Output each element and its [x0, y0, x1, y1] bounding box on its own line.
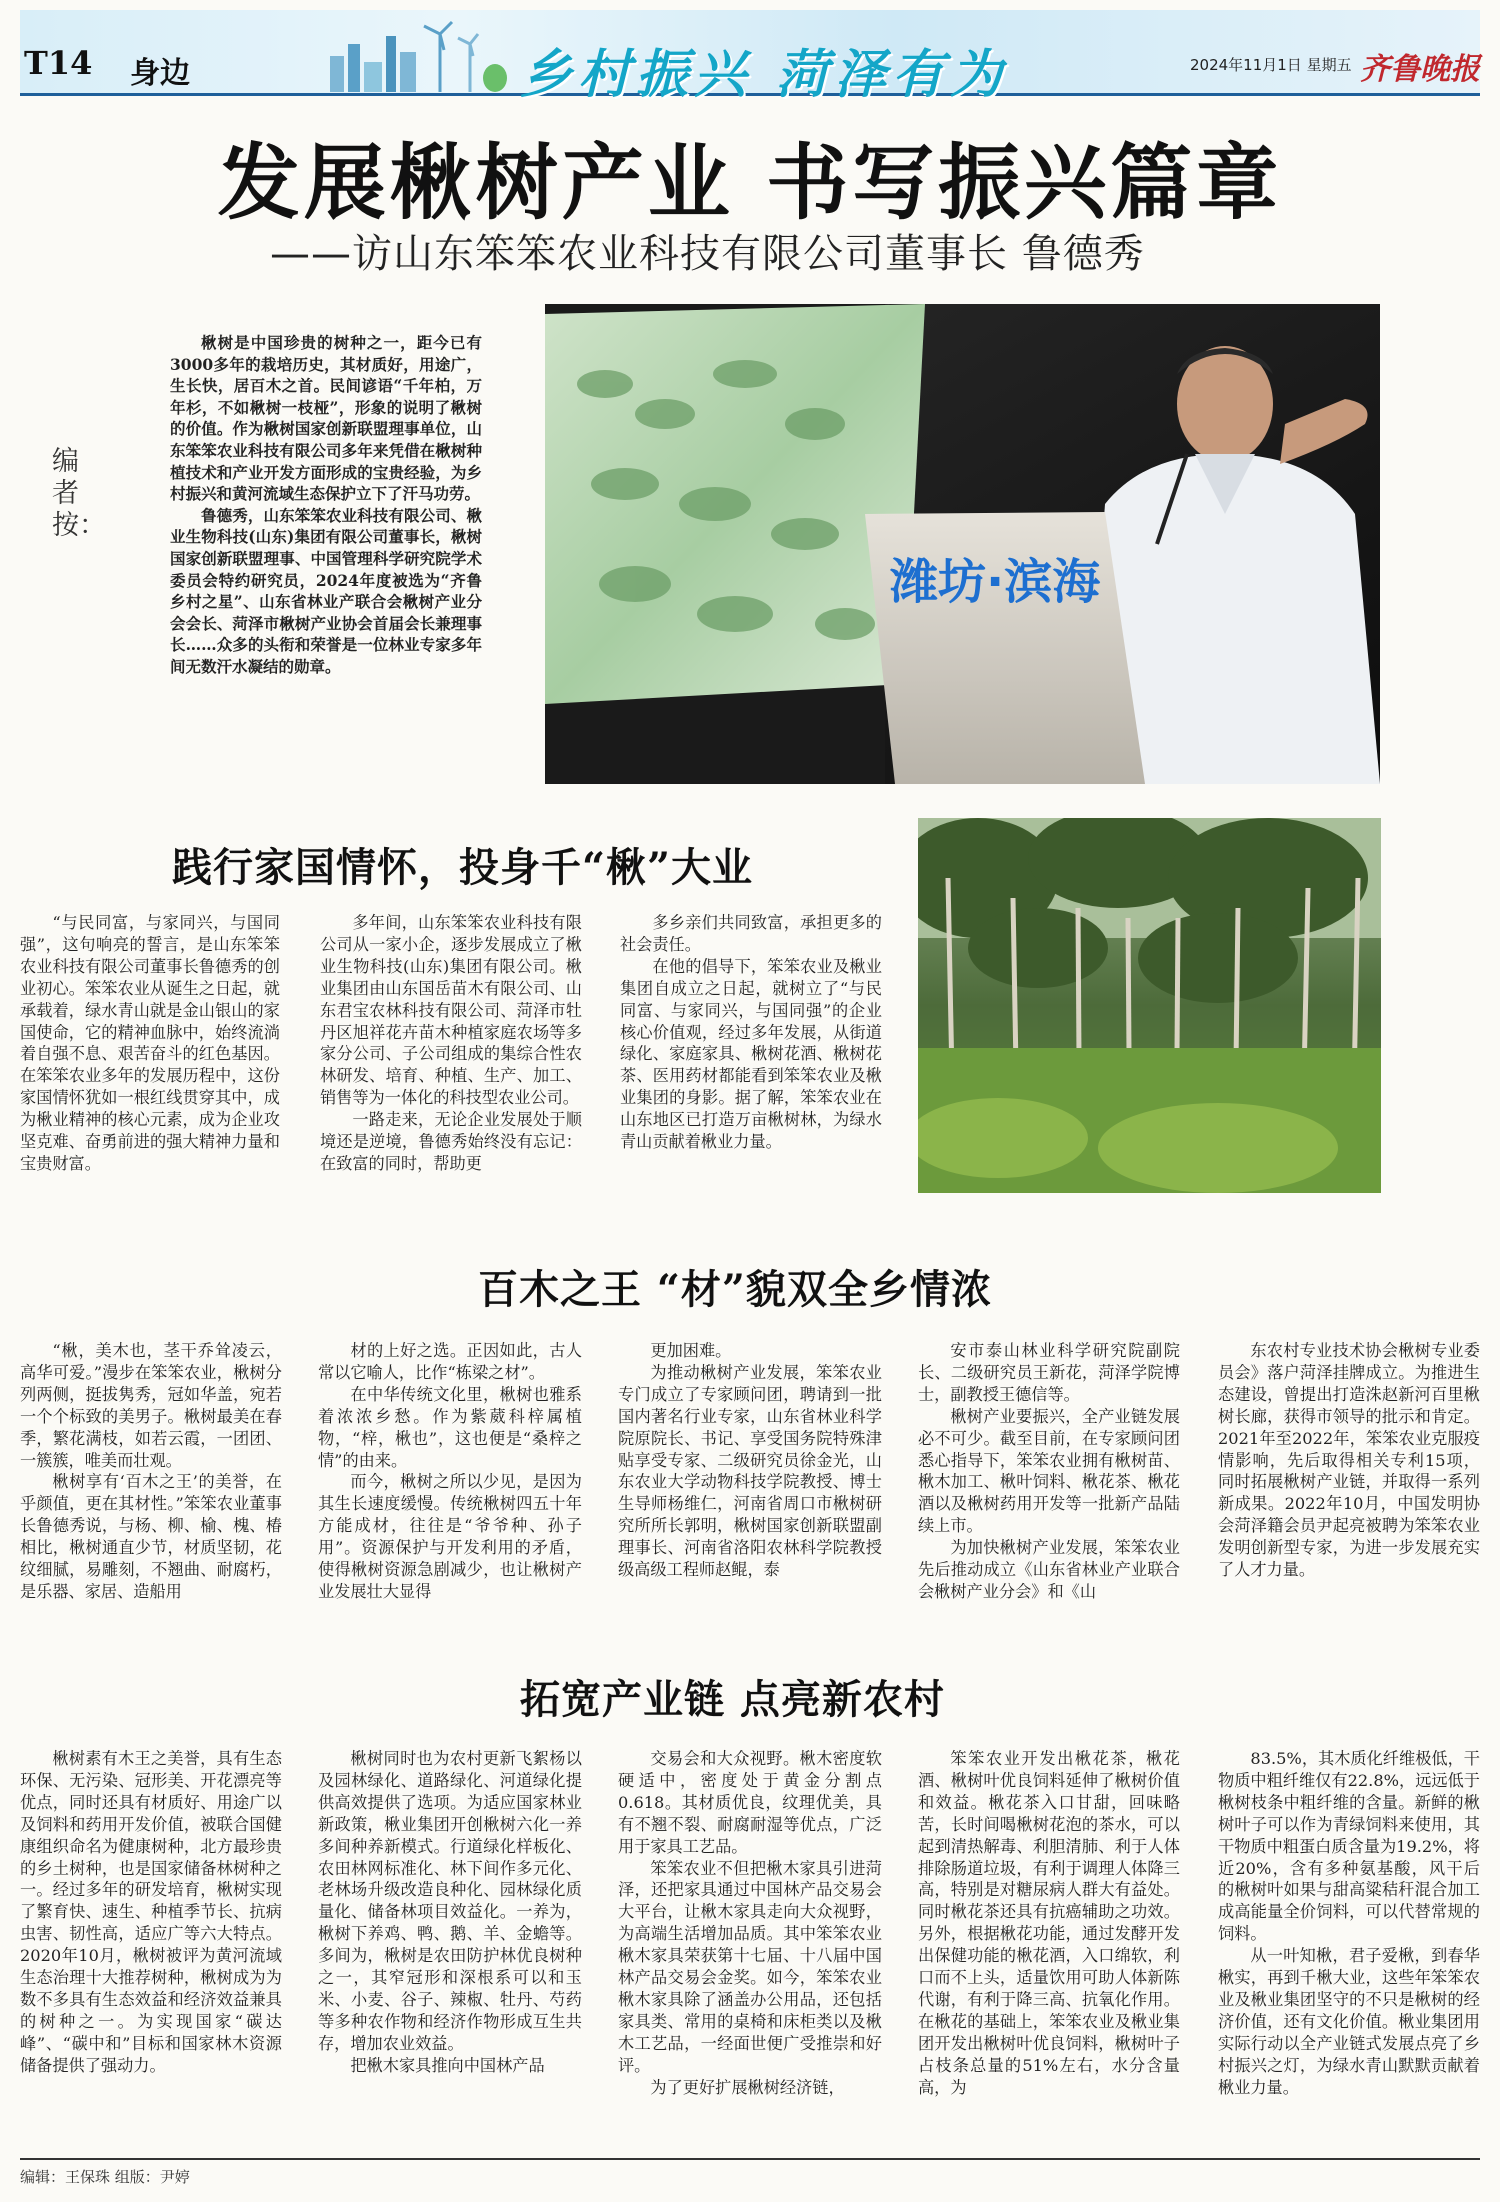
- section-banner: 乡村振兴 菏泽有为: [520, 45, 1009, 105]
- section2-col2: [318, 1340, 582, 1603]
- paragraph: 楸树产业要振兴，全产业链发展必不可少。截至目前，在专家顾问团悉心指导下，笨笨农业拥有楸树苗、楸木加工、楸叶饲料、楸花茶、楸花酒以及楸树药用开发等一批新产品陆续上市。: [918, 1406, 1180, 1536]
- section3-col3: [618, 1748, 882, 2099]
- section1-heading: 践行家国情怀，投身千“楸”大业: [172, 844, 754, 891]
- section1-col3: [620, 912, 882, 1153]
- paragraph: 楸树素有木王之美誉，具有生态环保、无污染、冠形美、开花漂亮等优点，同时还具有材质好、用途广以及饲料和药用开发价值，被联合国健康组织命名为健康树种，北方最珍贵的乡土树种，也是国家储备林树种之一。经过多年的研发培育，楸树实现了繁育快、速生、种植季节长、抗病虫害、韧性高，适应广等六大特点。2020年10月，楸树被评为黄河流域生态治理十大推荐树种，楸树成为为数不多具有生态效益和经济效益兼具的树种之一。为实现国家“碳达峰”、“碳中和”目标和国家林木资源储备提供了强动力。: [20, 1749, 282, 2075]
- footer-rule: [20, 2158, 1480, 2160]
- section3-col4: [918, 1748, 1180, 2099]
- paragraph: 笨笨农业开发出楸花茶，楸花酒、楸树叶优良饲料延伸了楸树价值和效益。楸花茶入口甘甜，回味略苦，长时间喝楸树花泡的茶水，可以起到清热解毒、利胆清肺、利于人体排除肠道垃圾，有利于调理人体降三高，特别是对糖尿病人群大有益处。同时楸花茶还具有抗癌辅助之功效。另外，根据楸花功能，通过发酵开发出保健功能的楸花酒，入口绵软，利口而不上头，适量饮用可助人体新陈代谢，有利于降三高、抗氧化作用。在楸花的基础上，笨笨农业及楸业集团开发出楸树叶优良饲料，楸树叶子占枝条总量的51%左右，水分含量高，为: [918, 1749, 1180, 2097]
- paragraph: 多乡亲们共同致富，承担更多的社会责任。: [620, 913, 882, 954]
- paragraph: 东农村专业技术协会楸树专业委员会》落户菏泽挂牌成立。为推进生态建设，曾提出打造洙赵新河百里楸树长廊，获得市领导的批示和肯定。2021年至2022年，笨笨农业克服疫情影响，先后取得相关专利15项，同时拓展楸树产业链，并取得一系列新成果。2022年10月，中国发明协会菏泽籍会员尹起亮被聘为笨笨农业发明创新型专家，为进一步发展充实了人才力量。: [1218, 1341, 1480, 1580]
- section1-col1: [20, 912, 280, 1175]
- paragraph: “楸，美木也，茎干乔耸凌云，高华可爱。”漫步在笨笨农业，楸树分列两侧，挺拔隽秀，冠如华盖，宛若一个个标致的美男子。楸树最美在春季，繁花满枝，如若云霞，一团团、一簇簇，唯美而壮观。: [20, 1341, 282, 1470]
- paragraph: 为加快楸树产业发展，笨笨农业先后推动成立《山东省林业产业联合会楸树产业分会》和《山: [918, 1538, 1180, 1601]
- city-skyline-icon: [320, 16, 510, 92]
- section3-col5: [1218, 1748, 1480, 2099]
- paragraph: 更加困难。: [650, 1341, 732, 1360]
- paper-logo: 齐鲁晚报: [1360, 52, 1480, 87]
- paragraph: 一路走来，无论企业发展处于顺境还是逆境，鲁德秀始终没有忘记：在致富的同时，帮助更: [320, 1110, 582, 1173]
- paragraph: 楸树同时也为农村更新飞絮杨以及园林绿化、道路绿化、河道绿化提供高效提供了选项。为适应国家林业新政策，楸业集团开创楸树六化一养多间种养新模式。行道绿化样板化、农田林网标准化、林下间作多元化、老林场升级改造良种化、园林绿化质量化、储备林项目效益化。一养为，楸树下养鸡、鸭、鹅、羊、金蟾等。多间为，楸树是农田防护林优良树种之一，其窄冠形和深根系可以和玉米、小麦、谷子、辣椒、牡丹、芍药等多种农作物和经济作物形成互生共存，增加农业效益。: [318, 1749, 582, 2053]
- issue-date: 2024年11月1日 星期五: [1190, 56, 1352, 74]
- page-header: [20, 10, 1480, 105]
- section2-heading: 百木之王 “材”貌双全乡情浓: [478, 1266, 992, 1313]
- section2-col3: [618, 1340, 882, 1581]
- paragraph: 楸树享有‘百木之王’的美誉，在乎颜值，更在其材性。”笨笨农业董事长鲁德秀说，与杨、柳、榆、槐、椿相比，楸树通直少节，材质坚韧，花纹细腻，易雕刻，不翘曲、耐腐朽，是乐器、家居、造船用: [20, 1472, 282, 1601]
- paragraph: “与民同富，与家同兴，与国同强”，这句响亮的誓言，是山东笨笨农业科技有限公司董事长鲁德秀的创业初心。笨笨农业从诞生之日起，就承载着，绿水青山就是金山银山的家国使命，它的精神血脉中，始终流淌着自强不息、艰苦奋斗的红色基因。在笨笨农业多年的发展历程中，这份家国情怀犹如一根红线贯穿其中，成为楸业精神的核心元素，成为企业攻坚克难、奋勇前进的强大精神力量和宝贵财富。: [20, 913, 280, 1173]
- section-name: 身边: [130, 56, 190, 91]
- section2-col5: [1218, 1340, 1480, 1581]
- paragraph: 在中华传统文化里，楸树也雅系着浓浓乡愁。作为紫葳科梓属植物，“梓，楸也”，这也便是“桑梓之情”的由来。: [318, 1384, 582, 1470]
- footer-credits: 编辑：王保珠 组版：尹婷: [20, 2168, 190, 2186]
- subheadline: ——访山东笨笨农业科技有限公司董事长 鲁德秀: [270, 231, 1145, 277]
- paragraph: 为了更好扩展楸树经济链，: [650, 2077, 845, 2097]
- paragraph: 从一叶知楸，君子爱楸，到春华楸实，再到千楸大业，这些年笨笨农业及楸业集团坚守的不只是楸树的经济价值，还有文化价值。楸业集团用实际行动以全产业链式发展点亮了乡村振兴之灯，为绿水青山默默贡献着楸业力量。: [1218, 1946, 1480, 2097]
- paragraph: 多年间，山东笨笨农业科技有限公司从一家小企，逐步发展成立了楸业生物科技(山东)集团有限公司。楸业集团由山东国岳苗木有限公司、山东君宝农林科技有限公司、菏泽市牡丹区旭祥花卉苗木种植家庭农场等多家分公司、子公司组成的集综合性农林研发、培育、种植、生产、加工、销售等为一体化的科技型农业公司。: [320, 913, 582, 1108]
- section3-col2: [318, 1748, 582, 2077]
- paragraph: 在他的倡导下，笨笨农业及楸业集团自成立之日起，就树立了“与民同富、与家同兴，与国同强”的企业核心价值观，经过多年发展，从街道绿化、家庭家具、楸树花酒、楸树花茶、医用药材都能看到笨笨农业及楸业集团的身影。据了解，笨笨农业在山东地区已打造万亩楸树林，为绿水青山贡献着楸业力量。: [620, 956, 882, 1152]
- section3-heading: 拓宽产业链 点亮新农村: [520, 1676, 945, 1723]
- paragraph: 为推动楸树产业发展，笨笨农业专门成立了专家顾问团，聘请到一批国内著名行业专家，山东省林业科学院原院长、书记、享受国务院特殊津贴享受专家、二级研究员徐金光，山东农业大学动物科技学院教授、博士生导师杨维仁，河南省周口市楸树研究所所长郭明，楸树国家创新联盟副理事长、河南省洛阳农林科学院教授级高级工程师赵鲲，泰: [618, 1362, 882, 1580]
- section1-col2: [320, 912, 582, 1175]
- editor-note-label: 编者按：: [52, 446, 106, 541]
- speaker-photo: [545, 304, 1380, 784]
- paragraph: 笨笨农业不但把楸木家具引进菏泽，还把家具通过中国林产品交易会大平台，让楸木家具走向大众视野，为高端生活增加品质。其中笨笨农业楸木家具荣获第十七届、十八届中国林产品交易会金奖。如今，笨笨农业楸木家具除了涵盖办公用品，还包括家具类、常用的桌椅和床柜类以及楸木工艺品，一经面世便广受推崇和好评。: [618, 1858, 882, 2075]
- section2-col1: [20, 1340, 282, 1603]
- editor-note-paragraph: 楸树是中国珍贵的树种之一，距今已有3000多年的栽培历史，其材质好，用途广，生长快，居百木之首。民间谚语“千年柏，万年杉，不如楸树一枝桠”，形象的说明了楸树的价值。作为楸树国家创新联盟理事单位，山东笨笨农业科技有限公司多年来凭借在楸树种植技术和产业开发方面形成的宝贵经验，为乡村振兴和黄河流域生态保护立下了汗马功劳。: [170, 333, 482, 504]
- section2-col4: [918, 1340, 1180, 1603]
- forest-photo: [918, 818, 1381, 1193]
- paragraph: 而今，楸树之所以少见，是因为其生长速度缓慢。传统楸树四五十年方能成材，往往是“爷爷种、孙子用”。资源保护与开发利用的矛盾，使得楸树资源急剧减少，也让楸树产业发展壮大显得: [318, 1472, 582, 1601]
- paragraph: 交易会和大众视野。楸木密度软硬适中，密度处于黄金分割点0.618。其材质优良，纹理优美，具有不翘不裂、耐腐耐湿等优点，广泛用于家具工艺品。: [618, 1749, 882, 1856]
- editor-note: [170, 332, 482, 678]
- page-code: T14: [24, 44, 93, 82]
- editor-note-paragraph: 鲁德秀，山东笨笨农业科技有限公司、楸业生物科技(山东)集团有限公司董事长，楸树国家创新联盟理事、中国管理科学研究院学术委员会特约研究员，2024年度被选为“齐鲁乡村之星”、山东省林业产联合会楸树产业分会会长、菏泽市楸树产业协会首届会长兼理事长……众多的头衔和荣誉是一位林业专家多年间无数汗水凝结的勋章。: [170, 505, 482, 676]
- paragraph: 83.5%，其木质化纤维极低，干物质中粗纤维仅有22.8%，远远低于楸树枝条中粗纤维的含量。新鲜的楸树叶子可以作为青绿饲料来使用，其干物质中粗蛋白质含量为19.2%，将近20%，含有多种氨基酸，风干后的楸树叶如果与甜高粱秸秆混合加工成高能量全价饲料，可以代替常规的饲料。: [1218, 1749, 1480, 1944]
- paragraph: 材的上好之选。正因如此，古人常以它喻人，比作“栋梁之材”。: [318, 1341, 582, 1382]
- podium-sign: 潍坊·滨海: [890, 554, 1101, 610]
- paragraph: 把楸木家具推向中国林产品: [350, 2055, 545, 2075]
- section3-col1: [20, 1748, 282, 2077]
- paragraph: 安市泰山林业科学研究院副院长、二级研究员王新花，菏泽学院博士，副教授王德信等。: [918, 1341, 1180, 1404]
- headline: 发展楸树产业 书写振兴篇章: [217, 135, 1283, 231]
